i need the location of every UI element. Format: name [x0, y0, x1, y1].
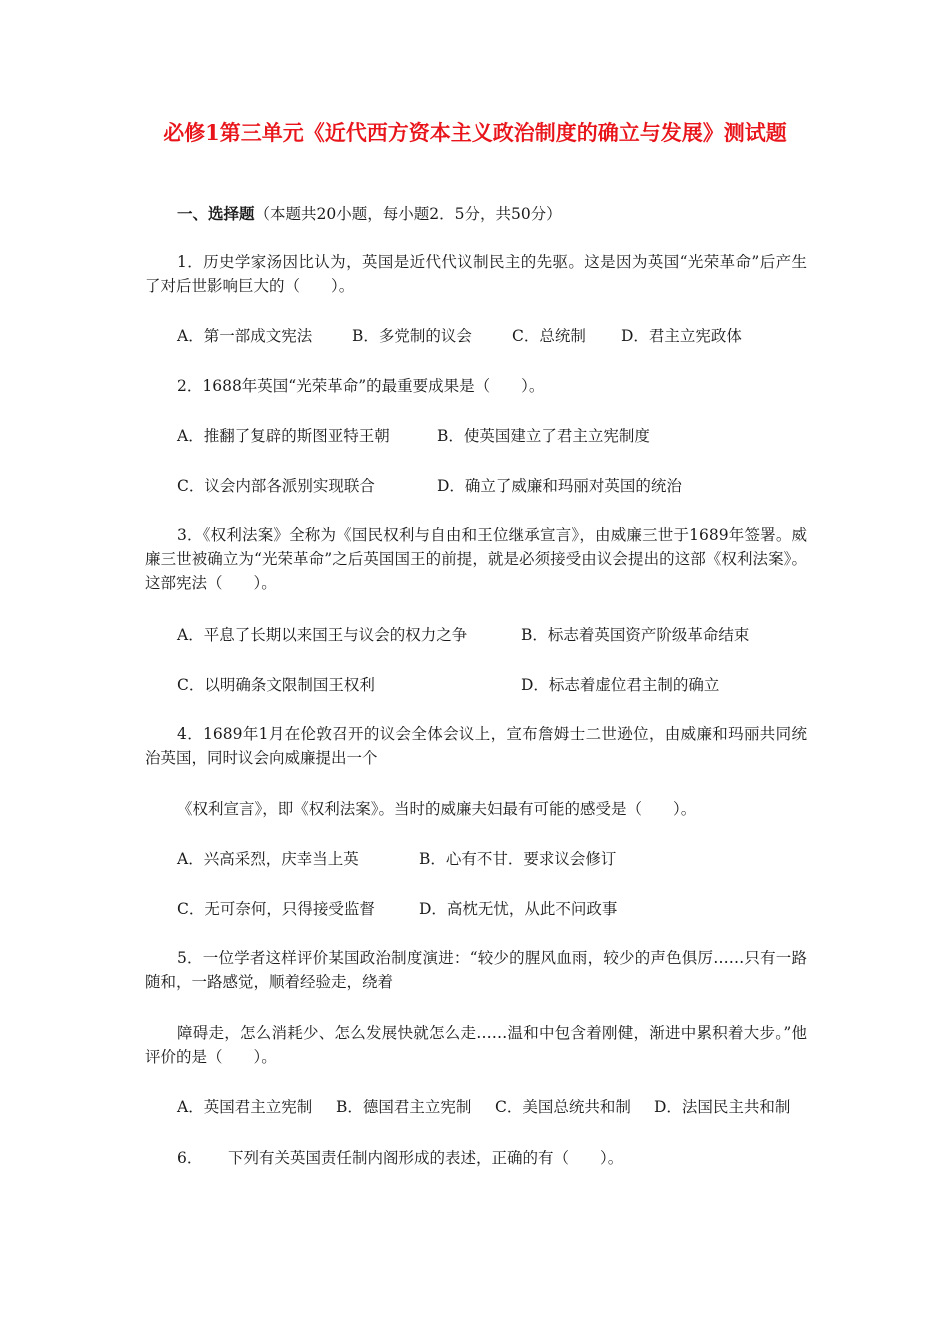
- question-2-option-a: A．推翻了复辟的斯图亚特王朝: [177, 427, 390, 445]
- question-3-option-a: A．平息了长期以来国王与议会的权力之争: [177, 626, 468, 644]
- question-2-option-b: B．使英国建立了君主立宪制度: [437, 427, 650, 445]
- question-5-option-b: B．德国君主立宪制: [336, 1098, 472, 1116]
- question-6-stem: 下列有关英国责任制内阁形成的表述，正确的有（ ）。: [228, 1149, 624, 1167]
- question-3-option-c: C．以明确条文限制国王权利: [177, 676, 375, 694]
- question-1-option-d: D．君主立宪政体: [621, 327, 742, 345]
- question-2-option-d: D．确立了威廉和玛丽对英国的统治: [437, 477, 682, 495]
- section-note: （本题共20小题，每小题2．5分，共50分）: [254, 205, 562, 223]
- question-5-option-d: D．法国民主共和制: [654, 1098, 791, 1116]
- question-2-stem: 2．1688年英国“光荣革命”的最重要成果是（ ）。: [177, 377, 545, 395]
- question-3-stem: 3．《权利法案》全称为《国民权利与自由和王位继承宣言》，由威廉三世于1689年签署。威廉三世被确立为“光荣革命”之后英国国王的前提，就是必须接受由议会提出的这部《权利法案》。这部宪法（ ）。: [145, 526, 807, 592]
- question-4-option-b: B．心有不甘．要求议会修订: [419, 850, 617, 868]
- question-1-stem: 1．历史学家汤因比认为，英国是近代代议制民主的先驱。这是因为英国“光荣革命”后产生了对后世影响巨大的（ ）。: [145, 253, 807, 295]
- page-title: 必修1第三单元《近代西方资本主义政治制度的确立与发展》测试题: [163, 120, 787, 145]
- question-3-option-d: D．标志着虚位君主制的确立: [521, 676, 720, 694]
- question-5-option-c: C．美国总统共和制: [495, 1098, 631, 1116]
- question-6-number: 6．: [177, 1149, 203, 1167]
- section-header: [177, 202, 562, 226]
- question-1-option-b: B．多党制的议会: [352, 327, 472, 345]
- question-1-option-c: C．总统制: [512, 327, 586, 345]
- question-5-stem: 5．一位学者这样评价某国政治制度演进：“较少的腥风血雨，较少的声色俱厉……只有一路随和，一路感觉，顺着经验走，绕着: [145, 949, 807, 991]
- question-2-option-c: C．议会内部各派别实现联合: [177, 477, 375, 495]
- question-3-option-b: B．标志着英国资产阶级革命结束: [521, 626, 750, 644]
- question-4-option-a: A．兴高采烈，庆幸当上英: [177, 850, 359, 868]
- section-heading: 一、选择题: [177, 204, 255, 223]
- question-4-option-d: D．高枕无忧，从此不问政事: [419, 900, 618, 918]
- question-4-stem: 4．1689年1月在伦敦召开的议会全体会议上，宣布詹姆士二世逊位，由威廉和玛丽共同统治英国，同时议会向威廉提出一个: [145, 725, 807, 767]
- question-1-option-a: A．第一部成文宪法: [177, 327, 313, 345]
- question-5-option-a: A．英国君主立宪制: [177, 1098, 313, 1116]
- question-4-option-c: C．无可奈何，只得接受监督: [177, 900, 375, 918]
- question-4-stem-continued: 《权利宣言》，即《权利法案》。当时的威廉夫妇最有可能的感受是（ ）。: [177, 800, 697, 818]
- question-5-stem-continued: 障碍走，怎么消耗少、怎么发展快就怎么走……温和中包含着刚健，渐进中累积着大步。”他评价的是（ ）。: [145, 1024, 807, 1066]
